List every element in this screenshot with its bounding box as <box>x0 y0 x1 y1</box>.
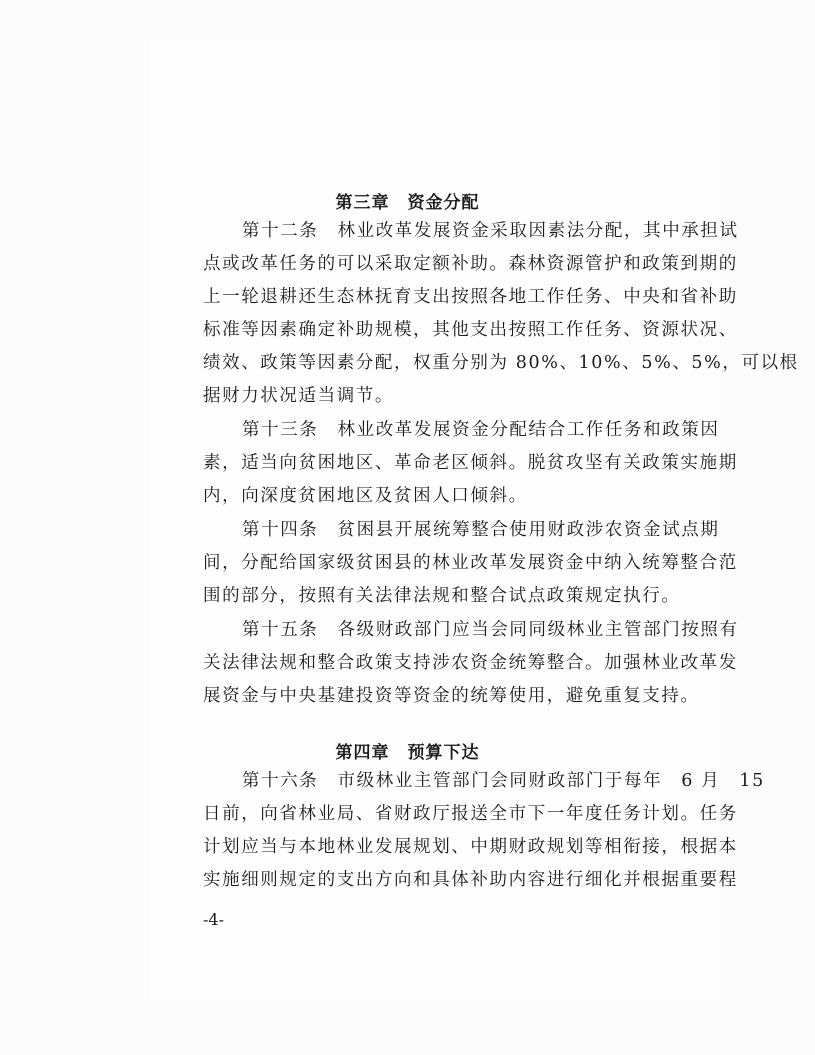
article-12-line-5: 绩效、政策等因素分配，权重分别为 80%、10%、5%、5%，可以根 <box>203 353 799 373</box>
article-13-line-3: 内，向深度贫困地区及贫困人口倾斜。 <box>203 486 528 506</box>
article-13-line-2: 素，适当向贫困地区、革命老区倾斜。脱贫攻坚有关政策实施期 <box>203 453 738 473</box>
article-13-line-1: 第十三条 林业改革发展资金分配结合工作任务和政策因 <box>242 420 720 440</box>
article-15-line-2: 关法律法规和整合政策支持涉农资金统筹整合。加强林业改革发 <box>203 653 738 673</box>
article-16-line-3: 计划应当与本地林业发展规划、中期财政规划等相衔接，根据本 <box>203 837 738 857</box>
article-14-line-3: 围的部分，按照有关法律法规和整合试点政策规定执行。 <box>203 586 681 606</box>
chapter-4-heading: 第四章 预算下达 <box>335 743 480 763</box>
page-number: -4- <box>203 910 224 929</box>
article-15-line-1: 第十五条 各级财政部门应当会同同级林业主管部门按照有 <box>242 620 739 640</box>
article-14-line-2: 间，分配给国家级贫困县的林业改革发展资金中纳入统筹整合范 <box>203 553 738 573</box>
article-16-line-1: 第十六条 市级林业主管部门会同财政部门于每年 6 月 15 <box>242 771 765 791</box>
article-14-line-1: 第十四条 贫困县开展统筹整合使用财政涉农资金试点期 <box>242 520 720 540</box>
chapter-3-heading: 第三章 资金分配 <box>335 193 480 213</box>
article-12-line-6: 据财力状况适当调节。 <box>203 386 394 406</box>
article-12-line-4: 标准等因素确定补助规模，其他支出按照工作任务、资源状况、 <box>203 320 738 340</box>
article-15-line-3: 展资金与中央基建投资等资金的统筹使用，避免重复支持。 <box>203 686 700 706</box>
article-16-line-4: 实施细则规定的支出方向和具体补助内容进行细化并根据重要程 <box>203 870 738 890</box>
article-16-line-2: 日前，向省林业局、省财政厅报送全市下一年度任务计划。任务 <box>203 804 738 824</box>
article-12-line-1: 第十二条 林业改革发展资金采取因素法分配，其中承担试 <box>242 221 739 241</box>
article-12-line-3: 上一轮退耕还生态林抚育支出按照各地工作任务、中央和省补助 <box>203 287 738 307</box>
article-12-line-2: 点或改革任务的可以采取定额补助。森林资源管护和政策到期的 <box>203 254 738 274</box>
